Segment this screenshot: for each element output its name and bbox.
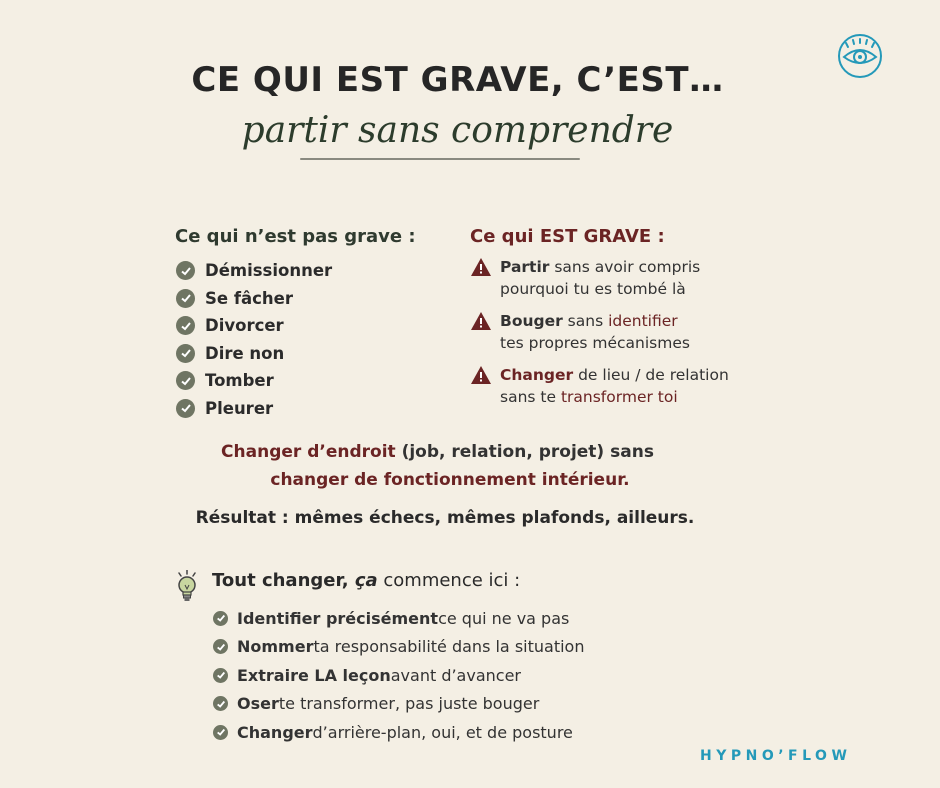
step-bold: Oser: [237, 694, 279, 714]
statement-line2: changer de fonctionnement intérieur.: [270, 470, 630, 490]
page-subtitle: partir sans comprendre: [241, 110, 674, 151]
item-text: de lieu / de relation: [573, 366, 729, 384]
statement-text: (job, relation, projet) sans: [395, 442, 654, 462]
list-item: [176, 312, 332, 340]
item-text-line2: tes propres mécanismes: [500, 334, 690, 352]
result-text: Résultat : mêmes échecs, mêmes plafonds, ailleurs.: [195, 508, 695, 528]
list-item: [176, 257, 332, 285]
item-highlight: identifier: [608, 312, 678, 330]
list-item-text: [500, 310, 690, 354]
list-item: [470, 310, 729, 354]
list-item-label: Divorcer: [205, 316, 284, 336]
list-item: [213, 718, 584, 747]
list-item-text: [500, 256, 700, 300]
brand-logo-text: HYPNO’FLOW: [700, 748, 852, 764]
statement-line1: [0, 442, 875, 462]
list-item-label: Pleurer: [205, 398, 274, 418]
grave-list: [470, 256, 729, 418]
step-text: avant d’avancer: [390, 665, 521, 685]
list-item-label: Tomber: [205, 371, 274, 391]
heading-italic: ça: [354, 570, 378, 591]
item-highlight: transformer toi: [560, 388, 678, 406]
step-bold: Changer: [237, 722, 313, 742]
check-icon: [213, 725, 228, 740]
warning-icon: [470, 311, 492, 331]
list-item-text: [500, 364, 729, 408]
step-bold: Extraire LA leçon: [237, 665, 391, 685]
list-item: [213, 604, 584, 633]
steps-list: [213, 604, 584, 747]
list-item: [176, 340, 332, 368]
check-icon: [176, 316, 195, 335]
step-text: d’arrière-plan, oui, et de posture: [312, 722, 573, 742]
warning-icon: [470, 365, 492, 385]
item-verb: Partir: [500, 258, 550, 276]
heading-rest: commence ici :: [377, 570, 521, 591]
spiral-eye-icon: [836, 33, 886, 79]
statement-highlight: Changer d’endroit: [221, 442, 396, 462]
check-icon: [176, 371, 195, 390]
grave-heading: Ce qui EST GRAVE :: [470, 226, 665, 247]
page-title: CE QUI EST GRAVE, C’EST…: [191, 60, 724, 100]
list-item-label: Dire non: [205, 343, 285, 363]
check-icon: [213, 696, 228, 711]
check-icon: [213, 611, 228, 626]
item-text-line2: sans te: [500, 388, 561, 406]
not-grave-list: [176, 257, 332, 422]
warning-icon: [470, 257, 492, 277]
list-item: [213, 661, 584, 690]
heading-bold: Tout changer,: [212, 570, 355, 591]
step-text: ce qui ne va pas: [438, 608, 570, 628]
list-item: [470, 364, 729, 408]
list-item: [176, 395, 332, 423]
step-text: ta responsabilité dans la situation: [313, 637, 585, 657]
lightbulb-icon: [175, 570, 199, 606]
check-icon: [176, 344, 195, 363]
step-text: te transformer, pas juste bouger: [278, 694, 540, 714]
list-item-label: Démissionner: [205, 261, 333, 281]
item-text-line2: pourquoi tu es tombé là: [500, 280, 686, 298]
not-grave-heading: Ce qui n’est pas grave :: [175, 226, 416, 247]
section-heading: [212, 570, 520, 591]
list-item: [213, 633, 584, 662]
item-text: sans: [562, 312, 609, 330]
list-item: [176, 367, 332, 395]
check-icon: [176, 399, 195, 418]
step-bold: Nommer: [237, 637, 314, 657]
list-item: [470, 256, 729, 300]
subtitle-underline: [300, 158, 580, 160]
check-icon: [176, 289, 195, 308]
item-verb: Bouger: [500, 312, 563, 330]
item-text: sans avoir compris: [549, 258, 701, 276]
check-icon: [176, 261, 195, 280]
item-verb: Changer: [500, 366, 574, 384]
list-item: [213, 690, 584, 719]
list-item: [176, 285, 332, 313]
list-item-label: Se fâcher: [205, 288, 293, 308]
step-bold: Identifier précisément: [237, 608, 439, 628]
check-icon: [213, 668, 228, 683]
check-icon: [213, 639, 228, 654]
